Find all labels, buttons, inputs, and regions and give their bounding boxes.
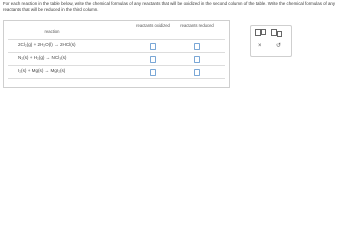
reaction-3: I₂(s) + Mg(s) → MgI₂(s): [18, 68, 66, 73]
subscript-icon[interactable]: [271, 29, 282, 37]
header-reactants-reduced: reactants reduced: [180, 23, 214, 28]
oxidized-input-1[interactable]: [150, 43, 156, 50]
reduced-input-1[interactable]: [194, 43, 200, 50]
header-reactants-oxidized: reactants oxidized: [136, 23, 170, 28]
reduced-input-2[interactable]: [194, 56, 200, 63]
reaction-table: [3, 20, 230, 88]
superscript-exp-box: [261, 29, 266, 35]
reaction-2: N₂(s) + H₂(g) → NCl₃(s): [18, 55, 67, 60]
reaction-1: 2Cl₂(g) + 2H₂O(l) → 2HCl(s): [18, 42, 76, 47]
formula-toolbar: [250, 25, 292, 57]
oxidized-input-3[interactable]: [150, 69, 156, 76]
instructions-text: For each reaction in the table below, write the chemical formulas of any reactants that will be oxidized in the second column of the table. Write the chemical formulas of any reactants that will be reduced in the third column.: [3, 1, 336, 12]
table-divider: [8, 78, 225, 79]
table-divider: [8, 39, 225, 40]
superscript-icon[interactable]: [255, 29, 266, 37]
oxidized-input-2[interactable]: [150, 56, 156, 63]
header-reaction: reaction: [44, 29, 60, 34]
subscript-index-box: [277, 31, 282, 37]
table-divider: [8, 65, 225, 66]
undo-button[interactable]: ↺: [276, 43, 282, 49]
reduced-input-3[interactable]: [194, 69, 200, 76]
page: [0, 0, 350, 94]
clear-button[interactable]: ×: [258, 43, 262, 49]
table-divider: [8, 52, 225, 53]
